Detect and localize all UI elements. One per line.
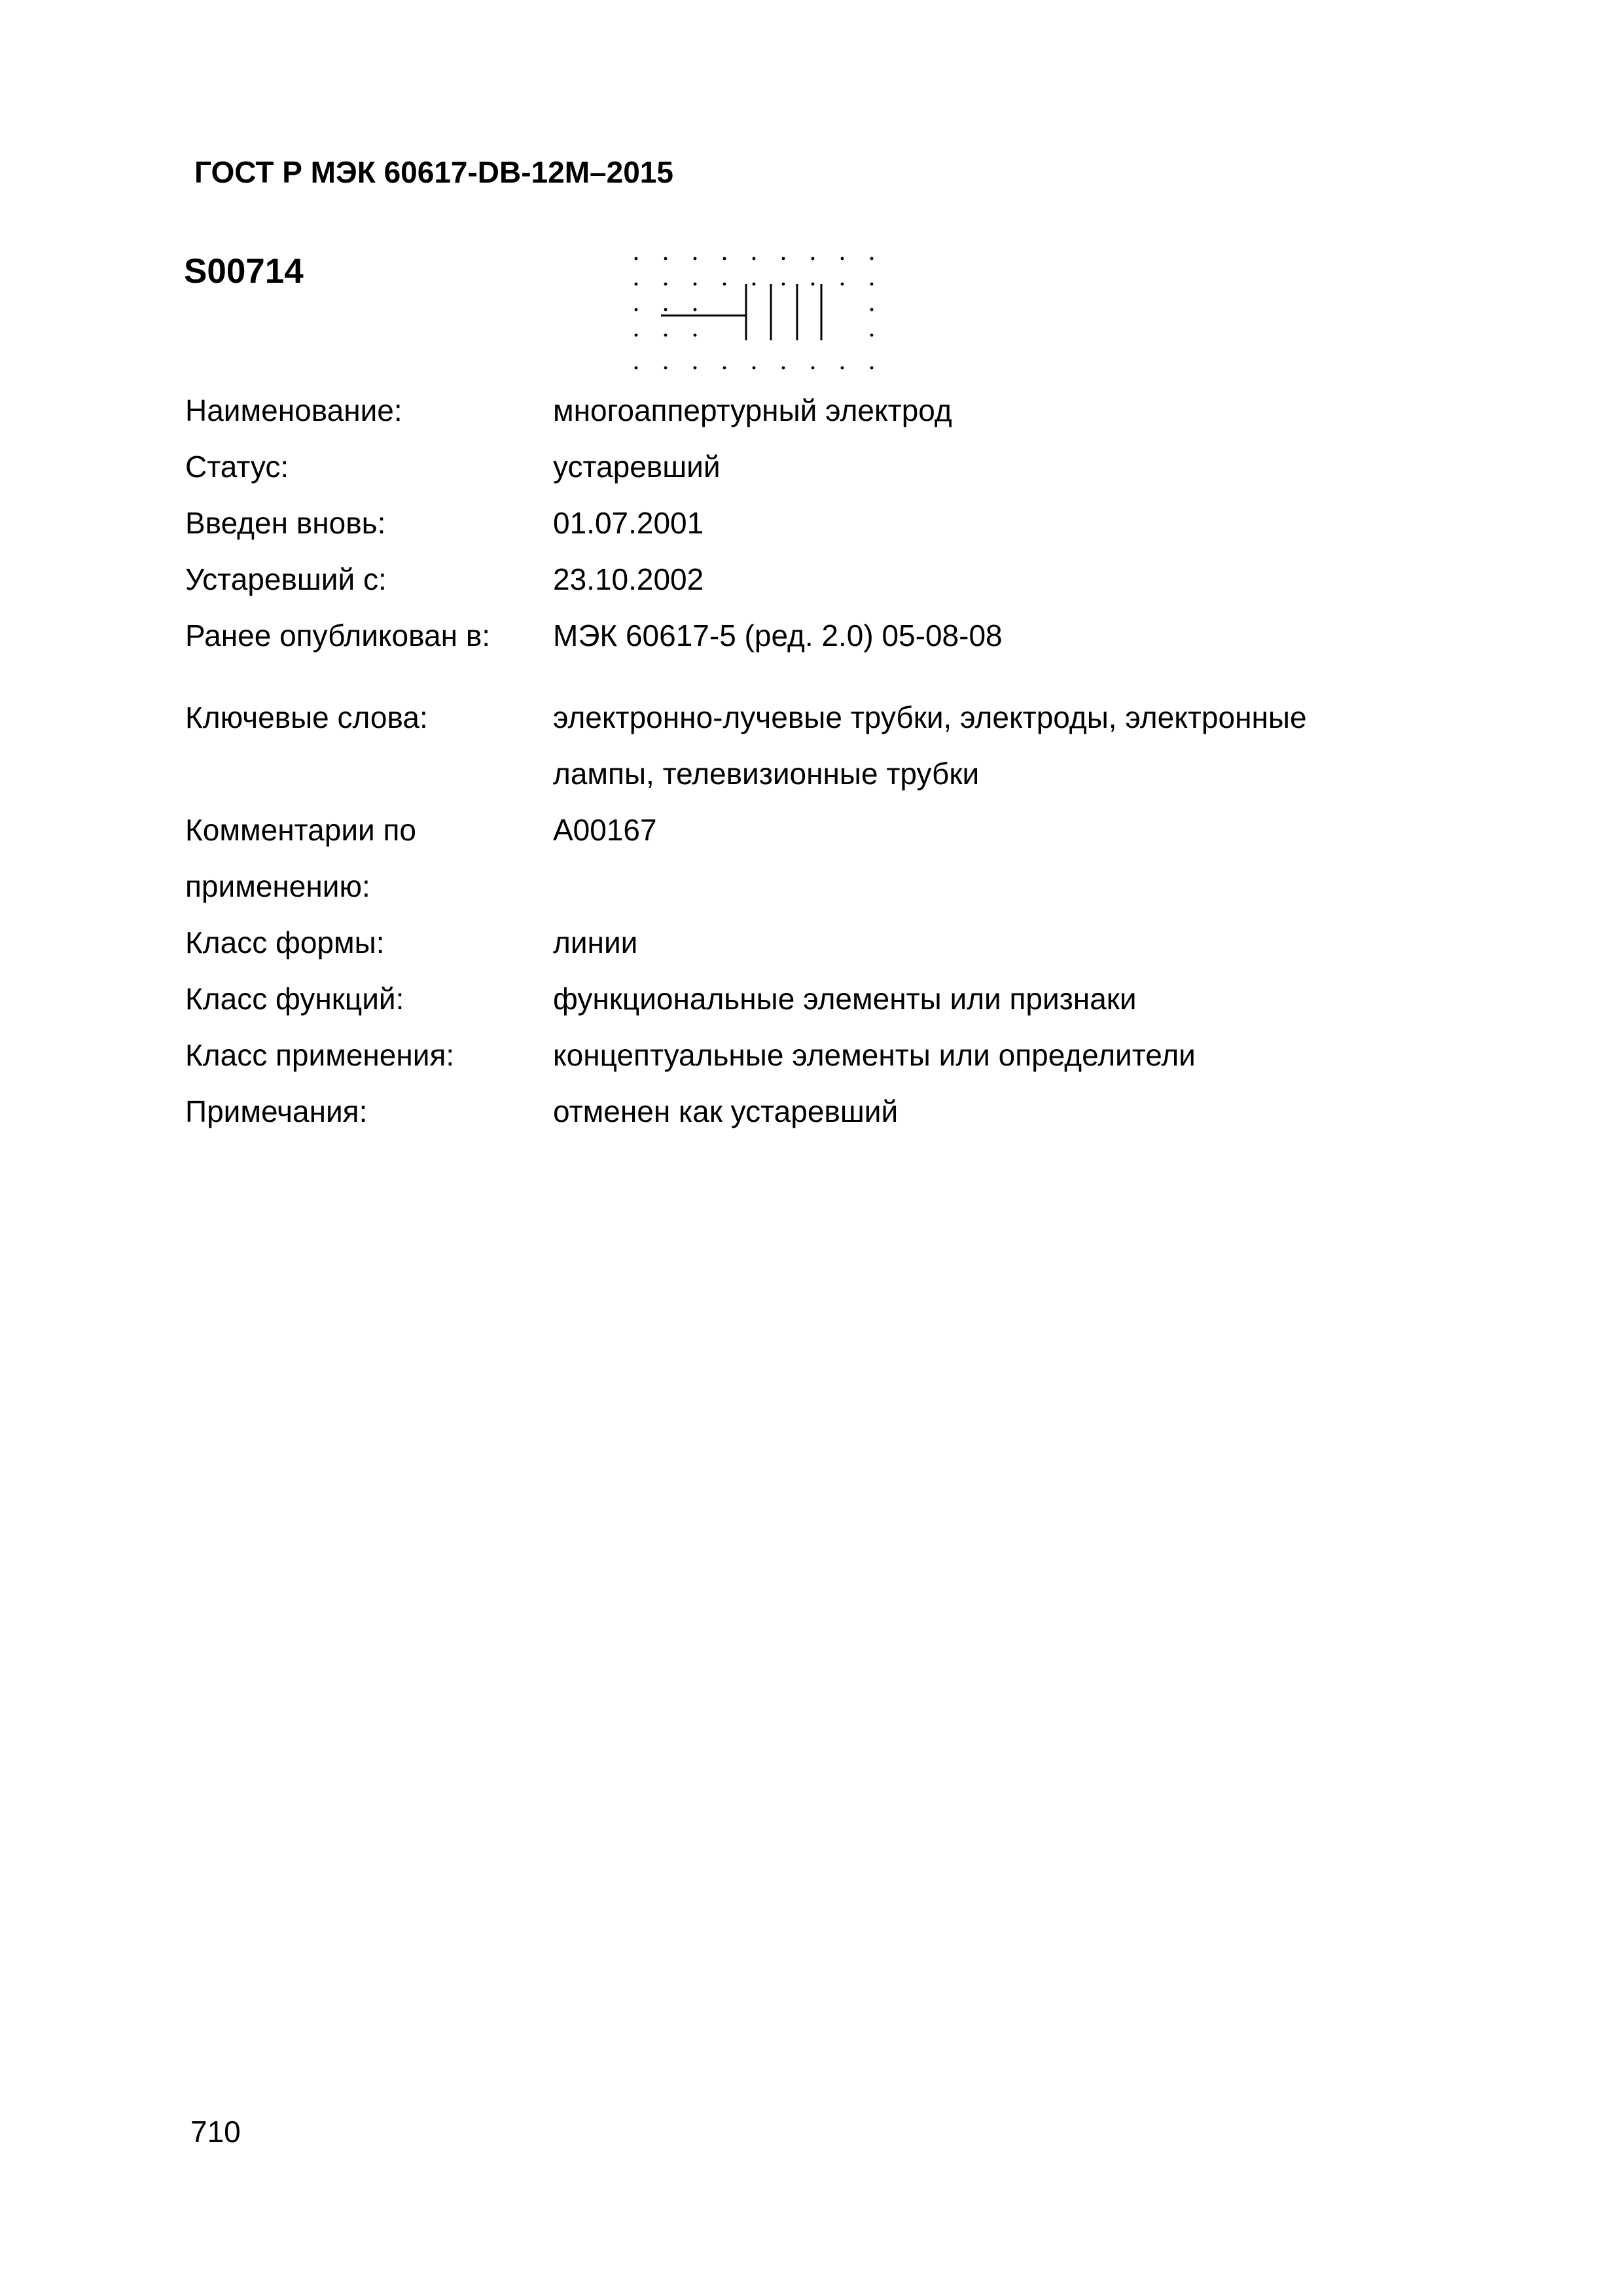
field-list [185, 382, 1461, 1139]
field-row-introduced [185, 495, 1461, 551]
grid-dot [782, 283, 785, 286]
field-value-application-notes: A00167 [553, 813, 657, 847]
field-label-status: Статус: [185, 450, 289, 484]
grid-dot [753, 283, 756, 286]
field-value-keywords-line-1: электронно-лучевые трубки, электроды, электронные [553, 700, 1307, 734]
grid-dot [870, 367, 874, 370]
grid-dot [841, 367, 844, 370]
grid-dot [841, 283, 844, 286]
grid-dot [635, 308, 638, 312]
field-value-remarks: отменен как устаревший [553, 1094, 899, 1128]
grid-dot [723, 367, 726, 370]
grid-dot [753, 367, 756, 370]
grid-dot [870, 257, 874, 260]
grid-dot [870, 334, 874, 337]
grid-dot [694, 283, 697, 286]
grid-dot [723, 283, 726, 286]
grid-dot [664, 257, 668, 260]
field-value-status: устаревший [553, 450, 721, 484]
field-value-keywords-line-2: лампы, телевизионные трубки [553, 757, 980, 791]
grid-dot [753, 257, 756, 260]
electrode-symbol [661, 284, 821, 340]
field-label-application-notes-line-1: Комментарии по [185, 813, 416, 847]
field-label-keywords: Ключевые слова: [185, 700, 428, 734]
grid-dot [723, 257, 726, 260]
grid-dot [812, 367, 815, 370]
grid-dots [635, 257, 874, 370]
field-row-function-class [185, 971, 1461, 1027]
field-row-name [185, 382, 1461, 439]
grid-dot [782, 367, 785, 370]
symbol-figure [622, 242, 883, 373]
grid-dot [635, 257, 638, 260]
grid-dot [664, 283, 668, 286]
grid-dot [694, 257, 697, 260]
grid-dot [812, 283, 815, 286]
grid-dot [870, 308, 874, 312]
symbol-id: S00714 [184, 252, 304, 291]
field-value-application-class: концептуальные элементы или определители [553, 1038, 1196, 1072]
grid-dot [664, 367, 668, 370]
field-label-remarks: Примечания: [185, 1094, 368, 1128]
field-value-form-class: линии [553, 925, 638, 960]
field-label-application-notes-line-2: применению: [185, 869, 370, 903]
field-row-application-notes [185, 802, 1461, 914]
grid-dot [635, 334, 638, 337]
field-value-introduced: 01.07.2001 [553, 506, 704, 540]
field-row-keywords [185, 689, 1461, 802]
grid-dot [812, 257, 815, 260]
field-value-published-in: МЭК 60617-5 (ред. 2.0) 05-08-08 [553, 619, 1003, 653]
grid-dot [782, 257, 785, 260]
field-label-introduced: Введен вновь: [185, 506, 386, 540]
field-row-form-class [185, 914, 1461, 971]
grid-dot [694, 334, 697, 337]
field-value-name: многоаппертурный электрод [553, 393, 952, 427]
grid-dot [870, 283, 874, 286]
field-value-obsolete-since: 23.10.2002 [553, 562, 704, 596]
grid-dot [694, 308, 697, 312]
grid-dot [841, 257, 844, 260]
field-label-application-notes [185, 802, 553, 914]
field-row-remarks [185, 1083, 1461, 1139]
field-label-obsolete-since: Устаревший с: [185, 562, 387, 596]
field-row-published-in [185, 607, 1461, 664]
field-value-function-class: функциональные элементы или признаки [553, 982, 1137, 1016]
field-row-application-class [185, 1027, 1461, 1083]
field-label-form-class: Класс формы: [185, 925, 385, 960]
field-label-name: Наименование: [185, 393, 402, 427]
document-header: ГОСТ Р МЭК 60617-DB-12M–2015 [194, 155, 673, 189]
page-number: 710 [190, 2115, 241, 2149]
field-label-application-class: Класс применения: [185, 1038, 455, 1072]
grid-dot [694, 367, 697, 370]
grid-dot [635, 283, 638, 286]
field-label-published-in: Ранее опубликован в: [185, 619, 491, 653]
field-value-keywords [553, 689, 1461, 802]
field-row-obsolete-since [185, 551, 1461, 607]
field-row-status [185, 439, 1461, 495]
grid-dot [664, 308, 668, 312]
grid-dot [664, 334, 668, 337]
field-label-function-class: Класс функций: [185, 982, 404, 1016]
grid-dot [635, 367, 638, 370]
